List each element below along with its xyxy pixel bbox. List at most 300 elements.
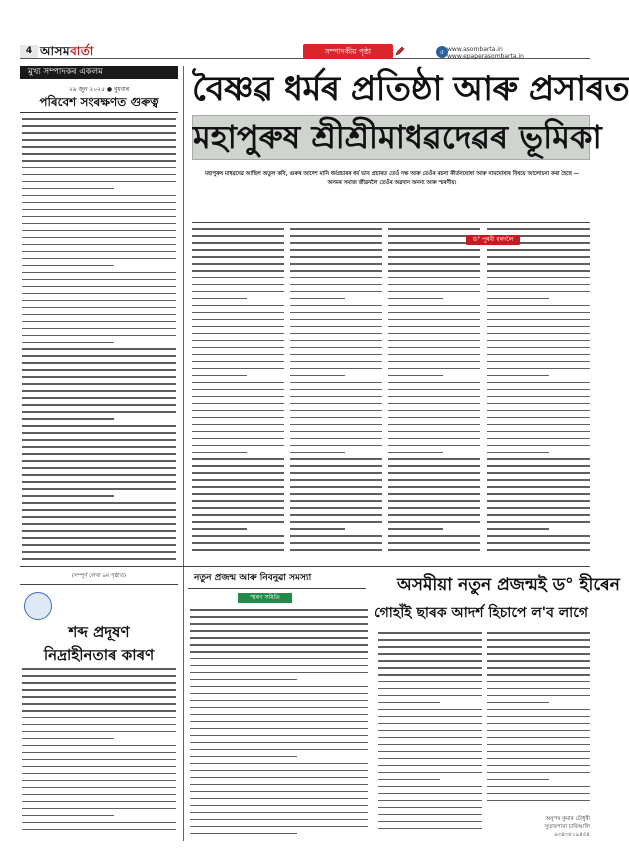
text-line — [290, 333, 382, 335]
text-line — [487, 438, 590, 440]
text-line — [290, 263, 382, 265]
dateline: ২৯ জুন ২০২৫ ● বুধবাৰ — [68, 86, 130, 93]
text-line — [388, 472, 480, 474]
text-line — [192, 472, 284, 474]
column-divider — [183, 66, 184, 841]
text-line — [388, 493, 480, 495]
left-article-body — [22, 118, 176, 566]
text-line — [192, 235, 284, 237]
text-line — [192, 368, 284, 370]
left-article-title[interactable]: পৰিবেশ সংৰক্ষণত গুৰুত্ব — [39, 95, 159, 109]
text-line — [487, 793, 590, 795]
text-line — [388, 465, 480, 467]
text-line — [190, 819, 368, 821]
text-line — [487, 277, 590, 279]
text-line — [290, 361, 382, 363]
continued-note: (সম্পূৰ্ণ লেখা ৯ম পৃষ্ঠাত) — [71, 573, 127, 579]
main-article-col-2 — [290, 228, 382, 558]
text-line — [192, 479, 284, 481]
text-line — [378, 653, 482, 655]
text-line — [190, 812, 368, 814]
text-line — [192, 403, 284, 405]
text-line — [190, 742, 368, 744]
text-line — [487, 298, 549, 300]
text-line — [22, 773, 176, 775]
text-line — [22, 516, 176, 518]
text-line — [487, 486, 590, 488]
text-line — [192, 465, 284, 467]
text-line — [22, 418, 114, 420]
text-line — [487, 291, 590, 293]
text-line — [192, 417, 284, 419]
text-line — [190, 826, 368, 828]
text-line — [22, 321, 176, 323]
divider — [20, 566, 590, 567]
left-bottom-title-1[interactable]: শব্দ প্ৰদূষণ — [68, 623, 130, 641]
text-line — [190, 784, 368, 786]
text-line — [487, 375, 549, 377]
text-line — [22, 710, 176, 712]
text-line — [22, 397, 176, 399]
main-headline-line2[interactable]: মহাপুৰুষ শ্ৰীশ্ৰীমাধৱদেৱৰ ভূমিকা — [192, 115, 590, 160]
text-line — [22, 724, 176, 726]
text-line — [388, 514, 480, 516]
bottom-strip-title[interactable]: নতুন প্ৰজন্ম আৰু নিবনুৱা সমস্যা — [194, 573, 312, 583]
text-line — [487, 730, 590, 732]
text-line — [22, 272, 176, 274]
text-line — [290, 312, 382, 314]
text-line — [22, 342, 114, 344]
masthead-logo[interactable] — [40, 43, 108, 60]
text-line — [487, 340, 590, 342]
text-line — [190, 637, 368, 639]
masthead-part1: আসম — [40, 44, 71, 58]
text-line — [192, 514, 284, 516]
text-line — [22, 265, 114, 267]
text-line — [290, 249, 382, 251]
text-line — [192, 263, 284, 265]
text-line — [192, 249, 284, 251]
text-line — [487, 646, 590, 648]
text-line — [378, 674, 482, 676]
text-line — [290, 514, 382, 516]
text-line — [378, 688, 482, 690]
text-line — [290, 507, 382, 509]
text-line — [378, 793, 482, 795]
text-line — [378, 737, 482, 739]
text-line — [487, 305, 590, 307]
text-line — [22, 167, 176, 169]
page-number-left: 4 — [20, 45, 38, 58]
text-line — [378, 786, 482, 788]
text-line — [487, 549, 590, 551]
text-line — [388, 249, 480, 251]
text-line — [190, 833, 297, 835]
text-line — [192, 521, 284, 523]
text-line — [22, 202, 176, 204]
text-line — [190, 693, 368, 695]
text-line — [192, 354, 284, 356]
text-line — [22, 829, 176, 831]
text-line — [290, 486, 382, 488]
text-line — [22, 355, 176, 357]
text-line — [290, 521, 382, 523]
text-line — [22, 286, 176, 288]
bottom-headline-line2[interactable]: গোহাঁই ছাৰক আদৰ্শ হিচাপে ল'ব লাগে — [373, 605, 589, 621]
text-line — [487, 542, 590, 544]
text-line — [290, 319, 382, 321]
text-line — [487, 417, 590, 419]
text-line — [378, 821, 482, 823]
text-line — [22, 780, 176, 782]
text-line — [190, 749, 368, 751]
text-line — [378, 723, 482, 725]
text-line — [22, 139, 176, 141]
text-line — [378, 667, 482, 669]
text-line — [22, 237, 176, 239]
text-line — [22, 558, 176, 560]
text-line — [487, 737, 590, 739]
section-tab[interactable]: সম্পাদকীয় পৃষ্ঠা — [303, 44, 393, 59]
text-line — [22, 474, 176, 476]
text-line — [22, 668, 176, 670]
text-line — [22, 230, 176, 232]
left-bottom-title-2[interactable]: নিদ্ৰাহীনতাৰ কাৰণ — [43, 646, 155, 664]
text-line — [487, 410, 590, 412]
text-line — [192, 242, 284, 244]
text-line — [190, 623, 368, 625]
text-line — [487, 521, 590, 523]
text-line — [22, 675, 176, 677]
text-line — [290, 417, 382, 419]
text-line — [388, 263, 480, 265]
text-line — [487, 347, 590, 349]
text-line — [190, 805, 368, 807]
text-line — [192, 298, 247, 300]
text-line — [192, 549, 284, 551]
text-line — [388, 291, 480, 293]
text-line — [378, 814, 482, 816]
text-line — [378, 828, 482, 830]
text-line — [22, 689, 176, 691]
text-line — [388, 424, 480, 426]
text-line — [487, 702, 549, 704]
text-line — [190, 679, 297, 681]
text-line — [22, 174, 176, 176]
text-line — [22, 460, 176, 462]
text-line — [388, 319, 480, 321]
text-line — [22, 537, 176, 539]
text-line — [388, 528, 443, 530]
text-line — [487, 472, 590, 474]
text-line — [290, 549, 382, 551]
text-line — [22, 223, 176, 225]
text-line — [378, 772, 482, 774]
text-line — [487, 772, 590, 774]
text-line — [388, 361, 480, 363]
text-line — [22, 307, 176, 309]
text-line — [487, 660, 590, 662]
text-line — [190, 700, 368, 702]
text-line — [22, 188, 114, 190]
text-line — [190, 721, 368, 723]
text-line — [378, 730, 482, 732]
text-line — [290, 256, 382, 258]
text-line — [192, 270, 284, 272]
text-line — [22, 362, 176, 364]
main-article-col-1 — [192, 228, 284, 558]
text-line — [487, 514, 590, 516]
text-line — [22, 160, 176, 162]
text-line — [190, 658, 368, 660]
text-line — [290, 298, 345, 300]
text-line — [22, 209, 176, 211]
text-line — [388, 256, 480, 258]
text-line — [388, 382, 480, 384]
text-line — [22, 348, 176, 350]
text-line — [290, 375, 345, 377]
text-line — [388, 452, 443, 454]
text-line — [388, 507, 480, 509]
text-line — [290, 277, 382, 279]
text-line — [190, 714, 368, 716]
column-logo-icon — [24, 592, 52, 620]
text-line — [487, 667, 590, 669]
site-url[interactable] — [447, 46, 524, 60]
text-line — [192, 431, 284, 433]
text-line — [22, 467, 176, 469]
text-line — [487, 758, 590, 760]
text-line — [290, 535, 382, 537]
text-line — [388, 347, 480, 349]
text-line — [290, 479, 382, 481]
text-line — [22, 404, 176, 406]
text-line — [388, 431, 480, 433]
text-line — [22, 181, 176, 183]
text-line — [378, 681, 482, 683]
text-line — [378, 632, 482, 634]
text-line — [290, 305, 382, 307]
text-line — [192, 458, 284, 460]
text-line — [487, 779, 549, 781]
text-line — [388, 535, 480, 537]
text-line — [487, 249, 590, 251]
text-line — [290, 403, 382, 405]
text-line — [378, 709, 482, 711]
text-line — [190, 763, 368, 765]
text-line — [487, 333, 590, 335]
divider — [192, 222, 590, 223]
text-line — [192, 445, 284, 447]
text-line — [388, 305, 480, 307]
text-line — [22, 328, 176, 330]
text-line — [22, 300, 176, 302]
text-line — [378, 695, 482, 697]
text-line — [290, 340, 382, 342]
text-line — [22, 481, 176, 483]
text-line — [192, 333, 284, 335]
text-line — [22, 153, 176, 155]
text-line — [388, 277, 480, 279]
text-line — [192, 486, 284, 488]
text-line — [487, 786, 590, 788]
text-line — [22, 425, 176, 427]
text-line — [388, 479, 480, 481]
text-line — [190, 686, 368, 688]
text-line — [22, 383, 176, 385]
site-url-2[interactable]: www.epaperasombarta.in — [447, 53, 524, 60]
text-line — [388, 312, 480, 314]
text-line — [378, 779, 440, 781]
text-line — [22, 794, 176, 796]
text-line — [487, 319, 590, 321]
text-line — [378, 758, 482, 760]
text-line — [192, 424, 284, 426]
text-line — [22, 314, 176, 316]
text-line — [487, 403, 590, 405]
text-line — [290, 228, 382, 230]
bottom-article-col-2 — [378, 632, 482, 841]
divider — [20, 584, 178, 585]
article-intro: মহাপুৰুষ মাধৱদেৱ আছিল অতুল কবি, গুৰুৰ আদেশ মানি ধৰ্মপ্ৰচাৰৰ ধৰ্ম ভাব প্ৰচাৰত তেওঁ দক্ষ আৰু তেওঁৰ ৰচনা কীৰ্তনঘোষা আৰু নামঘোষাৰ বিষয়ে আলোচনা কৰা হৈছে — অসমৰ সমাজ জীৱনলৈ তেওঁৰ অৱদান অনন্য আৰু স্মৰণীয়। — [204, 171, 580, 186]
bottom-article-col-3 — [487, 632, 590, 812]
text-line — [388, 333, 480, 335]
text-line — [22, 815, 114, 817]
bottom-headline-line1[interactable]: অসমীয়া নতুন প্ৰজন্মই ড° হীৰেন — [397, 575, 620, 595]
text-line — [22, 551, 176, 553]
text-line — [22, 118, 176, 120]
text-line — [487, 507, 590, 509]
text-line — [22, 682, 176, 684]
main-headline-line1[interactable]: বৈষ্ণৱ ধৰ্মৰ প্ৰতিষ্ঠা আৰু প্ৰসাৰত — [192, 69, 629, 109]
bottom-article-col-1 — [190, 609, 368, 841]
text-line — [487, 389, 590, 391]
text-line — [388, 403, 480, 405]
text-line — [487, 653, 590, 655]
text-line — [192, 535, 284, 537]
text-line — [290, 410, 382, 412]
text-line — [290, 542, 382, 544]
text-line — [487, 368, 590, 370]
signoff — [528, 815, 590, 839]
text-line — [487, 751, 590, 753]
text-line — [22, 279, 176, 281]
site-url-1[interactable]: www.asombarta.in — [447, 46, 503, 53]
text-line — [487, 431, 590, 433]
text-line — [192, 438, 284, 440]
text-line — [192, 542, 284, 544]
text-line — [190, 644, 368, 646]
text-line — [378, 660, 482, 662]
text-line — [22, 495, 114, 497]
text-line — [22, 293, 176, 295]
text-line — [192, 256, 284, 258]
text-line — [378, 807, 482, 809]
text-line — [190, 798, 368, 800]
text-line — [487, 500, 590, 502]
text-line — [22, 738, 114, 740]
main-article-col-3 — [388, 228, 480, 558]
text-line — [388, 438, 480, 440]
text-line — [487, 228, 590, 230]
text-line — [487, 716, 590, 718]
text-line — [290, 242, 382, 244]
text-line — [487, 354, 590, 356]
text-line — [192, 347, 284, 349]
text-line — [22, 216, 176, 218]
text-line — [487, 465, 590, 467]
text-line — [192, 228, 284, 230]
divider — [188, 588, 366, 589]
text-line — [22, 446, 176, 448]
author-badge: ড° পূৰবী বৰদলৈ — [466, 235, 520, 245]
text-line — [22, 439, 176, 441]
text-line — [22, 244, 176, 246]
text-line — [378, 800, 482, 802]
text-line — [190, 609, 368, 611]
text-line — [22, 509, 176, 511]
text-line — [290, 368, 382, 370]
text-line — [22, 523, 176, 525]
text-line — [190, 791, 368, 793]
text-line — [388, 354, 480, 356]
text-line — [388, 445, 480, 447]
text-line — [290, 354, 382, 356]
text-line — [388, 521, 480, 523]
text-line — [290, 284, 382, 286]
text-line — [378, 751, 482, 753]
text-line — [190, 777, 368, 779]
text-line — [190, 672, 368, 674]
text-line — [192, 340, 284, 342]
text-line — [22, 369, 176, 371]
text-line — [487, 445, 590, 447]
text-line — [192, 500, 284, 502]
text-line — [487, 424, 590, 426]
text-line — [388, 298, 443, 300]
text-line — [487, 452, 549, 454]
text-line — [487, 528, 549, 530]
text-line — [22, 530, 176, 532]
text-line — [290, 493, 382, 495]
text-line — [192, 326, 284, 328]
text-line — [290, 431, 382, 433]
text-line — [190, 651, 368, 653]
text-line — [487, 535, 590, 537]
text-line — [290, 500, 382, 502]
text-line — [290, 445, 382, 447]
text-line — [290, 458, 382, 460]
text-line — [487, 709, 590, 711]
text-line — [378, 765, 482, 767]
text-line — [388, 410, 480, 412]
text-line — [487, 765, 590, 767]
text-line — [22, 488, 176, 490]
main-article-col-4 — [487, 228, 590, 558]
text-line — [290, 382, 382, 384]
text-line — [388, 389, 480, 391]
text-line — [487, 458, 590, 460]
text-line — [290, 452, 345, 454]
masthead-part2: বাৰ্তা — [70, 44, 94, 58]
text-line — [22, 822, 176, 824]
text-line — [487, 800, 590, 802]
text-line — [190, 665, 368, 667]
text-line — [192, 528, 247, 530]
text-line — [22, 759, 176, 761]
text-line — [487, 326, 590, 328]
text-line — [378, 716, 482, 718]
